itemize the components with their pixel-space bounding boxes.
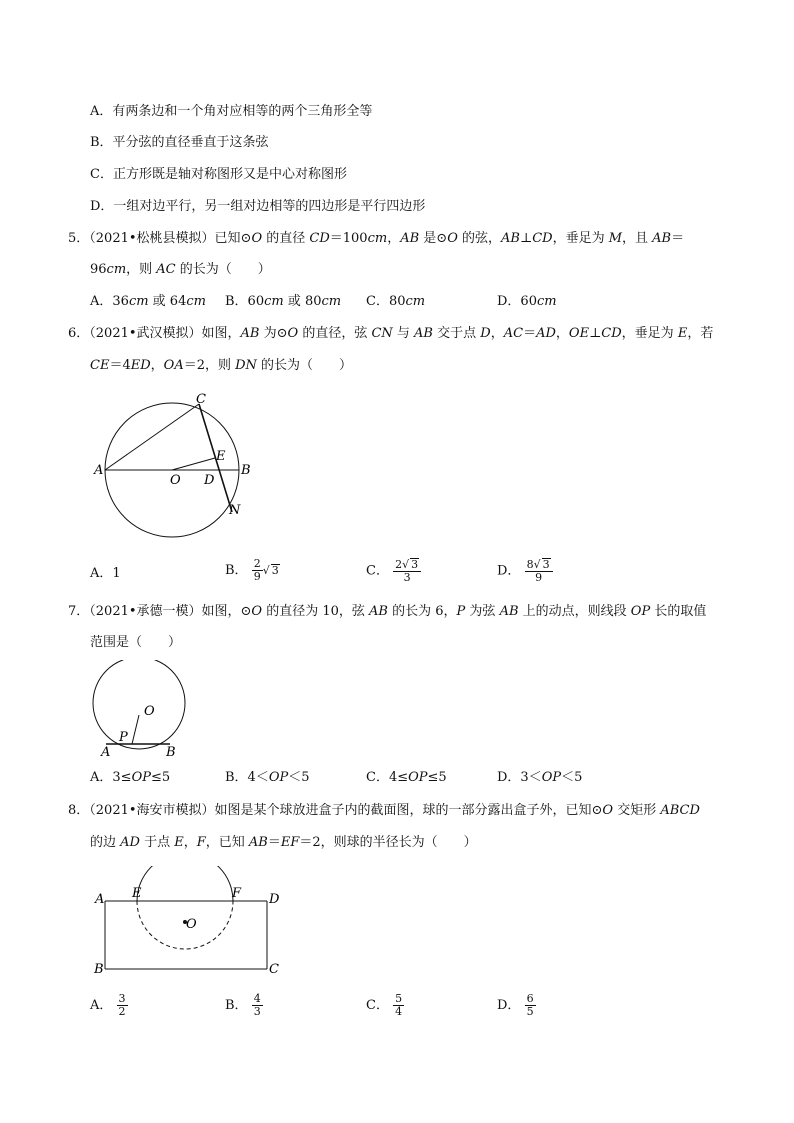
- q6-label-b: B: [241, 463, 251, 478]
- q8-label-d: D: [269, 892, 280, 907]
- q8-option-b: B． $\frac{4}{3}$: [225, 992, 261, 1018]
- q5-option-d: D．60cm: [497, 294, 557, 309]
- q7-figure: [88, 660, 198, 760]
- q6-label-d: D: [204, 473, 215, 488]
- q6-label-c: C: [196, 392, 206, 407]
- q5-option-b: B．60cm 或 80cm: [225, 294, 342, 309]
- q6-label-n: N: [229, 503, 241, 518]
- q6-option-d: D． $\frac{8√ 3}{9}$: [497, 558, 553, 584]
- q8-circle-exposed-arc: [137, 866, 233, 901]
- q8-option-c: C． $\frac{5}{4}$: [366, 992, 403, 1018]
- q7-label-a: A: [101, 745, 111, 760]
- q5-stem-line1: 5．（2021•松桃县模拟）已知⊙O 的直径 CD＝100cm，AB 是⊙O 的弦，AB⊥CD，垂足为 M，且 AB＝: [68, 231, 685, 246]
- q6-segment-oe: [172, 458, 215, 470]
- q8-label-b: B: [94, 962, 104, 977]
- q6-option-a: A．1: [90, 566, 121, 581]
- q7-option-a: A．3≤OP≤5: [90, 770, 171, 785]
- q7-label-o: O: [144, 704, 155, 719]
- q6-option-b: B． $\frac{2}{9}$ √ 3: [225, 557, 279, 583]
- q7-stem-line1: 7．（2021•承德一模）如图，⊙O 的直径为 10，弦 AB 的长为 6，P 为弦 AB 上的动点，则线段 OP 长的取值: [68, 604, 707, 619]
- q7-circle: [93, 660, 185, 749]
- q8-stem-line1: 8．（2021•海安市模拟）如图是某个球放进盒子内的截面图，球的一部分露出盒子外，已知⊙O 交矩形 ABCD: [68, 803, 700, 818]
- q6-label-e: E: [216, 449, 226, 464]
- q6-option-c: C． $\frac{2√ 3}{3}$: [366, 558, 421, 584]
- q8-option-d: D． $\frac{6}{5}$: [497, 992, 534, 1018]
- q8-option-a: A． $\frac{3}{2}$: [90, 992, 126, 1018]
- q7-option-b: B．4＜OP＜5: [225, 770, 310, 785]
- q6-label-o: O: [170, 473, 181, 488]
- q6-chord-ac: [105, 404, 199, 470]
- q8-label-e: E: [132, 886, 142, 901]
- q8-label-c: C: [269, 962, 279, 977]
- q6-label-a: A: [94, 463, 104, 478]
- q8-label-f: F: [232, 886, 242, 901]
- q8-label-o: O: [186, 917, 197, 932]
- q7-stem-line2: 范围是（ ）: [90, 635, 182, 650]
- q6-stem-line2: CE＝4ED，OA＝2，则 DN 的长为（ ）: [90, 358, 353, 373]
- q7-label-b: B: [166, 745, 176, 760]
- q8-stem-line2: 的边 AD 于点 E，F，已知 AB＝EF＝2，则球的半径长为（ ）: [90, 835, 477, 850]
- q6-stem-line1: 6．（2021•武汉模拟）如图，AB 为⊙O 的直径，弦 CN 与 AB 交于点 D，AC＝AD，OE⊥CD，垂足为 E，若: [68, 326, 714, 341]
- q7-option-c: C．4≤OP≤5: [366, 770, 447, 785]
- q7-label-p: P: [119, 730, 128, 745]
- q4-option-a: A．有两条边和一个角对应相等的两个三角形全等: [90, 104, 373, 119]
- q8-figure: [88, 866, 288, 978]
- q4-option-c: C．正方形既是轴对称图形又是中心对称图形: [90, 167, 347, 182]
- q5-stem-line2: 96cm，则 AC 的长为（ ）: [90, 262, 271, 277]
- q4-option-b: B．平分弦的直径垂直于这条弦: [90, 135, 269, 150]
- q5-option-a: A．36cm 或 64cm: [90, 294, 206, 309]
- q8-circle-hidden-arc: [137, 901, 233, 949]
- q6-figure: [88, 388, 258, 538]
- q7-segment-op: [132, 715, 139, 744]
- q8-label-a: A: [95, 892, 105, 907]
- q4-option-d: D．一组对边平行，另一组对边相等的四边形是平行四边形: [90, 199, 426, 214]
- q5-option-c: C．80cm: [366, 294, 426, 309]
- q7-option-d: D．3＜OP＜5: [497, 770, 583, 785]
